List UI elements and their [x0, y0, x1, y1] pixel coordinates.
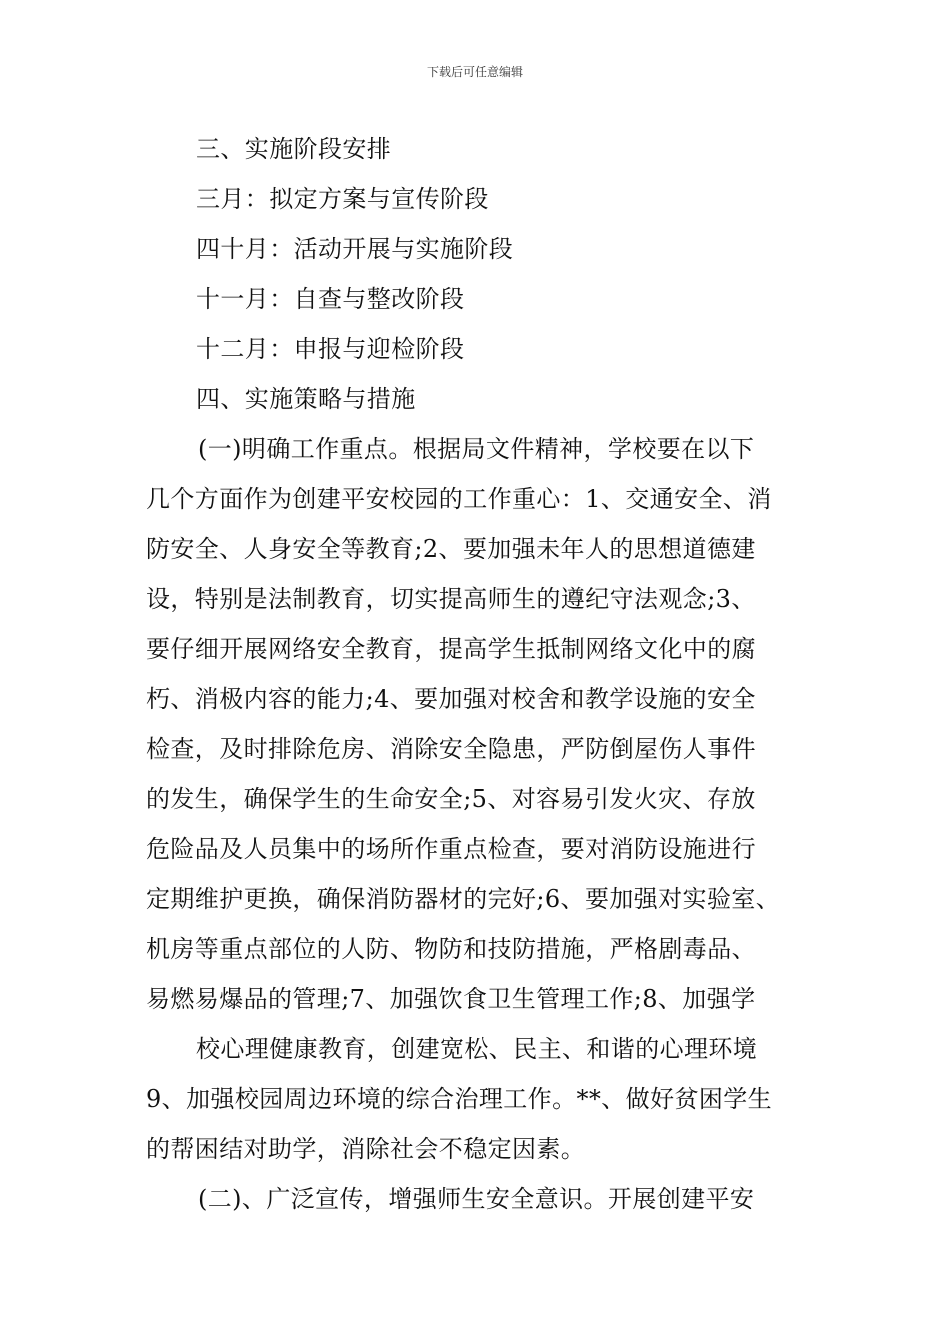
paragraph-line: (二)、广泛宣传，增强师生安全意识。开展创建平安: [198, 1185, 755, 1213]
document-body: [146, 124, 818, 1224]
schedule-march: 三月：拟定方案与宣传阶段: [196, 185, 489, 213]
schedule-december: 十二月：申报与迎检阶段: [196, 335, 465, 363]
paragraph-line: 校心理健康教育，创建宽松、民主、和谐的心理环境: [196, 1035, 758, 1063]
paragraph-line: 防安全、人身安全等教育;2、要加强未年人的思想道德建: [146, 535, 756, 563]
paragraph-line: 几个方面作为创建平安校园的工作重心：1、交通安全、消: [146, 485, 772, 513]
schedule-april-october: 四十月：活动开展与实施阶段: [196, 235, 514, 263]
page-header-note: 下载后可任意编辑: [426, 65, 523, 79]
paragraph-line: 易燃易爆品的管理;7、加强饮食卫生管理工作;8、加强学: [146, 985, 756, 1013]
paragraph-line: 危险品及人员集中的场所作重点检查，要对消防设施进行: [146, 835, 756, 863]
schedule-november: 十一月：自查与整改阶段: [196, 285, 465, 313]
paragraph-line: 设，特别是法制教育，切实提高师生的遵纪守法观念;3、: [146, 585, 756, 613]
paragraph-line: 定期维护更换，确保消防器材的完好;6、要加强对实验室、: [146, 885, 781, 913]
paragraph-line: 机房等重点部位的人防、物防和技防措施，严格剧毒品、: [146, 935, 756, 963]
section-heading-3: 三、实施阶段安排: [196, 135, 392, 163]
paragraph-line: 朽、消极内容的能力;4、要加强对校舍和教学设施的安全: [146, 685, 756, 713]
paragraph-line: 的帮困结对助学，消除社会不稳定因素。: [146, 1135, 586, 1163]
paragraph-line: 的发生，确保学生的生命安全;5、对容易引发火灾、存放: [146, 785, 756, 813]
paragraph-line: 9、加强校园周边环境的综合治理工作。**、做好贫困学生: [146, 1085, 773, 1113]
paragraph-line: 要仔细开展网络安全教育，提高学生抵制网络文化中的腐: [146, 635, 756, 663]
section-heading-4: 四、实施策略与措施: [196, 385, 416, 413]
paragraph-line: (一)明确工作重点。根据局文件精神，学校要在以下: [198, 435, 755, 463]
paragraph-line: 检查，及时排除危房、消除安全隐患，严防倒屋伤人事件: [146, 735, 756, 763]
